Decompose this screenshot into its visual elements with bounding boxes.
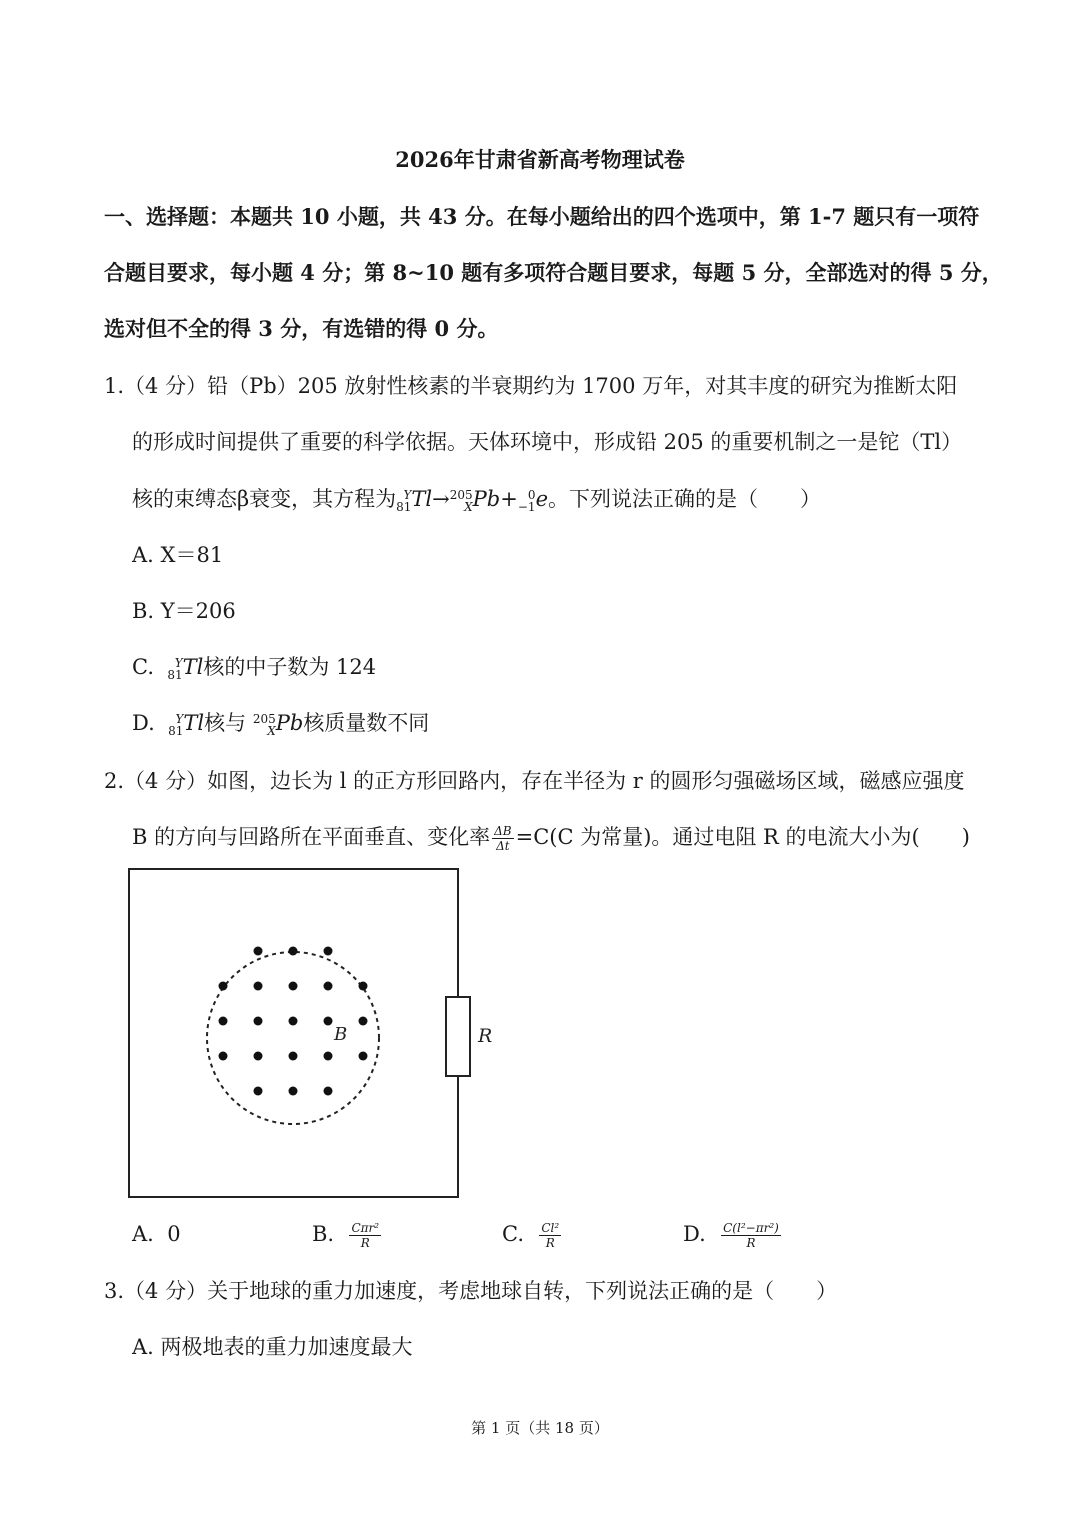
q1-stem-line-3 (132, 484, 821, 514)
field-dot (219, 1017, 228, 1026)
magnetic-field-region (207, 952, 379, 1124)
field-label: B (334, 1024, 348, 1045)
q3-stem-line-1: 3.（4 分）关于地球的重力加速度，考虑地球自转，下列说法正确的是（ ） (104, 1279, 838, 1303)
q1-option-b: B. Y＝206 (132, 599, 236, 623)
section-instruction-line-1: 一、选择题：本题共 10 小题，共 43 分。在每小题给出的四个选项中，第 1-7 题只有一项符 (104, 204, 980, 229)
section-instruction-line-3: 选对但不全的得 3 分，有选错的得 0 分。 (104, 316, 499, 341)
field-dot (289, 982, 298, 991)
field-dot (324, 1017, 333, 1026)
resistor (446, 997, 470, 1076)
field-dot (219, 982, 228, 991)
q1-stem-tail: 。下列说法正确的是（ ） (548, 487, 821, 511)
q2-option-c: C. $\frac{\text{Cl²}}{R}$ (502, 1221, 560, 1250)
field-dot (254, 982, 263, 991)
q1-option-c: C. Y 81 Tl核的中子数为 124 (132, 655, 377, 682)
page-title: 2026年甘肃省新高考物理试卷 (395, 147, 685, 172)
q2-stem-line-2: B 的方向与回路所在平面垂直、变化率 $\frac{\Delta B}{\Delta t}$ =C(C 为常量)。通过电阻 R 的电流大小为( ) (132, 824, 970, 853)
circuit-figure (120, 860, 510, 1205)
q1-stem-line-1: 1.（4 分）铅（Pb）205 放射性核素的半衰期约为 1700 万年，对其丰度的研究为推断太阳 (104, 374, 958, 398)
page-footer: 第 1 页（共 18 页） (471, 1419, 609, 1437)
field-dot (289, 1087, 298, 1096)
q1-stem-text: 核的束缚态β衰变，其方程为 (132, 487, 397, 511)
rate-fraction: $\frac{\Delta B}{\Delta t}$ (494, 824, 512, 853)
tl-nuclide-script: Y 81 (396, 487, 412, 514)
pb-symbol: Pb (472, 487, 501, 511)
field-dot (359, 1017, 368, 1026)
q1-option-a: A. X＝81 (132, 543, 224, 567)
q2-option-d: D. $\frac{\text{C(l²−πr²)}}{R}$ (683, 1221, 779, 1250)
arrow-symbol: → (432, 487, 450, 511)
q2-option-b: B. $\frac{\text{Cπr²}}{R}$ (312, 1221, 380, 1250)
field-dot (254, 1052, 263, 1061)
field-dot (289, 1017, 298, 1026)
field-dot (289, 947, 298, 956)
field-dot (254, 1087, 263, 1096)
field-dot (254, 947, 263, 956)
electron-script: 0 −1 (517, 487, 536, 514)
field-dots (219, 947, 368, 1096)
field-dot (359, 1052, 368, 1061)
section-instruction-line-2: 合题目要求，每小题 4 分；第 8~10 题有多项符合题目要求，每题 5 分，全部选对的得 5 分， (104, 260, 1003, 285)
q2-stem-line-1: 2.（4 分）如图，边长为 l 的正方形回路内，存在半径为 r 的圆形匀强磁场区域，磁感应强度 (104, 769, 965, 793)
field-dot (359, 982, 368, 991)
field-dot (289, 1052, 298, 1061)
q1-option-d: D. Y 81 Tl核与 205 X Pb核质量数不同 (132, 711, 430, 738)
field-dot (324, 1087, 333, 1096)
square-loop (129, 869, 458, 1197)
q2-option-a: A. 0 (132, 1222, 181, 1246)
plus-symbol: + (500, 487, 518, 511)
q1-stem-line-2: 的形成时间提供了重要的科学依据。天体环境中，形成铅 205 的重要机制之一是铊（Tl） (132, 430, 963, 454)
pb-nuclide-script: 205 X (449, 487, 473, 514)
tl-symbol: Tl (411, 487, 433, 511)
field-dot (324, 947, 333, 956)
resistor-label: R (478, 1025, 493, 1047)
field-dot (324, 982, 333, 991)
field-dot (324, 1052, 333, 1061)
q3-option-a: A. 两极地表的重力加速度最大 (132, 1335, 413, 1359)
field-dot (219, 1052, 228, 1061)
electron-symbol: e (535, 487, 548, 511)
field-dot (254, 1017, 263, 1026)
